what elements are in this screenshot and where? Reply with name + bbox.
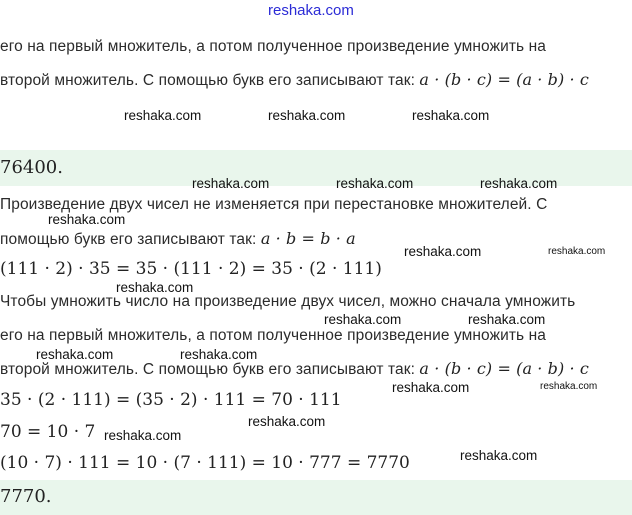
- watermark: reshaka.com: [192, 176, 270, 191]
- paragraph-text: помощью букв его записывают так:: [0, 231, 257, 248]
- paragraph-text: второй множитель. С помощью букв его записывают так:: [0, 72, 415, 89]
- watermark: reshaka.com: [392, 380, 470, 395]
- watermark: reshaka.com: [324, 312, 402, 327]
- watermark: reshaka.com: [480, 176, 558, 191]
- formula: 70 = 10 · 7: [0, 422, 96, 442]
- watermark: reshaka.com: [116, 280, 194, 295]
- paragraph-line: его на первый множитель, а потом полученное произведение умножить на: [0, 38, 546, 55]
- watermark: reshaka.com: [468, 312, 546, 327]
- answer: 7770.: [0, 486, 52, 507]
- watermark: reshaka.com: [336, 176, 414, 191]
- paragraph-line: его на первый множитель, а потом полученное произведение умножить на: [0, 327, 546, 344]
- formula: a · b = b · a: [260, 229, 356, 248]
- watermark: reshaka.com: [460, 448, 538, 463]
- watermark: reshaka.com: [180, 347, 258, 362]
- watermark: reshaka.com: [104, 428, 182, 443]
- paragraph-line: Чтобы умножить число на произведение двух чисел, можно сначала умножить: [0, 293, 576, 310]
- formula: (111 · 2) · 35 = 35 · (111 · 2) = 35 · (2 · 111): [0, 259, 382, 279]
- watermark: reshaka.com: [548, 246, 606, 257]
- watermark: reshaka.com: [48, 212, 126, 227]
- watermark: reshaka.com: [36, 347, 114, 362]
- formula: (10 · 7) · 111 = 10 · (7 · 111) = 10 · 777 = 7770: [0, 453, 410, 473]
- paragraph-text: второй множитель. С помощью букв его записывают так:: [0, 361, 415, 378]
- formula: a · (b · c) = (a · b) · c: [419, 359, 589, 378]
- paragraph-line: [0, 229, 356, 249]
- watermark: reshaka.com: [124, 108, 202, 123]
- header-watermark: reshaka.com: [268, 2, 354, 19]
- paragraph-line: Произведение двух чисел не изменяется при перестановке множителей. С: [0, 196, 548, 213]
- paragraph-line: [0, 359, 589, 379]
- watermark: reshaka.com: [248, 414, 326, 429]
- paragraph-line: [0, 70, 589, 90]
- answer-band: [0, 480, 632, 515]
- formula: a · (b · c) = (a · b) · c: [419, 70, 589, 89]
- watermark: reshaka.com: [268, 108, 346, 123]
- watermark: reshaka.com: [404, 244, 482, 259]
- answer: 76400.: [0, 157, 63, 178]
- formula: 35 · (2 · 111) = (35 · 2) · 111 = 70 · 111: [0, 390, 342, 410]
- watermark: reshaka.com: [540, 381, 598, 392]
- watermark: reshaka.com: [412, 108, 490, 123]
